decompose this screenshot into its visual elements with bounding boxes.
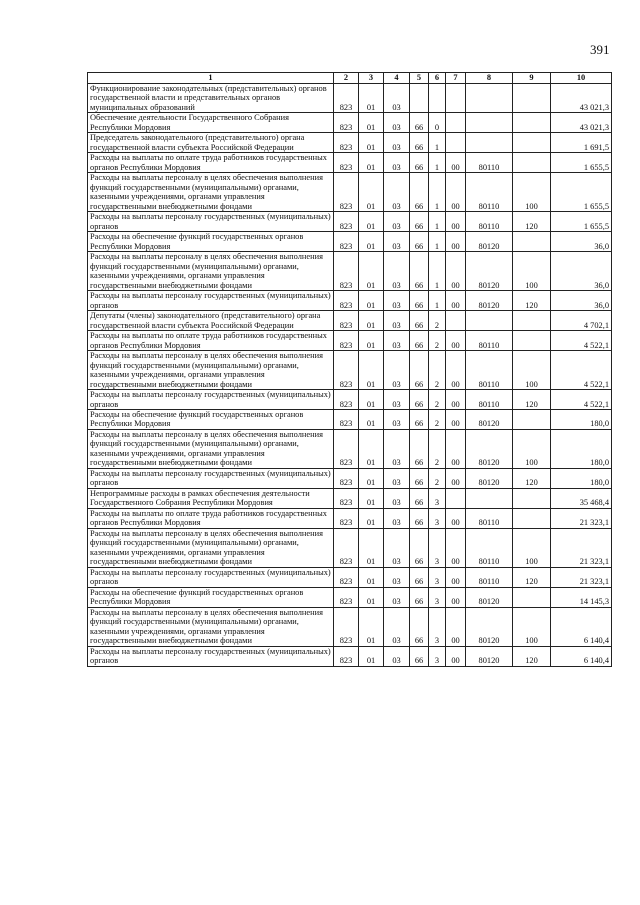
- section-cell: 01: [359, 567, 384, 587]
- program-cell: 66: [410, 587, 429, 607]
- section-cell: 01: [359, 508, 384, 528]
- subprogram-cell: 3: [429, 528, 446, 567]
- table-row: [88, 133, 612, 153]
- subprogram-cell: 1: [429, 212, 446, 232]
- expense-type-cell: 120: [513, 291, 551, 311]
- table-row: [88, 232, 612, 252]
- subprogram-cell: 1: [429, 232, 446, 252]
- direction-cell: 00: [446, 153, 466, 173]
- direction-cell: 00: [446, 587, 466, 607]
- subprogram-cell: 3: [429, 607, 446, 646]
- direction-cell: 00: [446, 528, 466, 567]
- expense-item-cell: 80110: [466, 508, 513, 528]
- direction-cell: 00: [446, 646, 466, 666]
- amount-cell: 21 323,1: [551, 528, 612, 567]
- ministry-code-cell: 823: [334, 567, 359, 587]
- expense-name-cell: Расходы на выплаты персоналу государственных (муниципальных) органов: [88, 212, 334, 232]
- program-cell: [410, 84, 429, 113]
- expense-type-cell: 100: [513, 429, 551, 468]
- amount-cell: 21 323,1: [551, 508, 612, 528]
- header-cell: 5: [410, 73, 429, 84]
- section-cell: 01: [359, 84, 384, 113]
- expense-item-cell: 80110: [466, 351, 513, 390]
- subsection-cell: 03: [384, 173, 410, 212]
- subprogram-cell: 2: [429, 351, 446, 390]
- amount-cell: 1 655,5: [551, 212, 612, 232]
- header-cell: 1: [88, 73, 334, 84]
- section-cell: 01: [359, 409, 384, 429]
- direction-cell: 00: [446, 351, 466, 390]
- expense-type-cell: 120: [513, 567, 551, 587]
- subsection-cell: 03: [384, 488, 410, 508]
- expense-type-cell: 100: [513, 607, 551, 646]
- program-cell: 66: [410, 390, 429, 410]
- section-cell: 01: [359, 488, 384, 508]
- expense-item-cell: 80110: [466, 331, 513, 351]
- expense-item-cell: 80120: [466, 232, 513, 252]
- program-cell: 66: [410, 429, 429, 468]
- program-cell: 66: [410, 153, 429, 173]
- section-cell: 01: [359, 607, 384, 646]
- expense-name-cell: Расходы на выплаты персоналу государственных (муниципальных) органов: [88, 468, 334, 488]
- subsection-cell: 03: [384, 331, 410, 351]
- program-cell: 66: [410, 173, 429, 212]
- expense-type-cell: 100: [513, 528, 551, 567]
- program-cell: 66: [410, 607, 429, 646]
- subprogram-cell: 2: [429, 409, 446, 429]
- program-cell: 66: [410, 331, 429, 351]
- table-row: [88, 84, 612, 113]
- program-cell: 66: [410, 311, 429, 331]
- expense-type-cell: 120: [513, 212, 551, 232]
- expense-name-cell: Председатель законодательного (представительного) органа государственной власти субъекта Российской Федерации: [88, 133, 334, 153]
- section-cell: 01: [359, 113, 384, 133]
- amount-cell: 36,0: [551, 252, 612, 291]
- ministry-code-cell: 823: [334, 646, 359, 666]
- expense-item-cell: 80120: [466, 291, 513, 311]
- expense-item-cell: 80110: [466, 567, 513, 587]
- amount-cell: 6 140,4: [551, 646, 612, 666]
- expense-item-cell: 80120: [466, 429, 513, 468]
- subsection-cell: 03: [384, 390, 410, 410]
- direction-cell: 00: [446, 331, 466, 351]
- table-row: [88, 429, 612, 468]
- subprogram-cell: 3: [429, 567, 446, 587]
- expense-type-cell: [513, 113, 551, 133]
- section-cell: 01: [359, 291, 384, 311]
- subsection-cell: 03: [384, 291, 410, 311]
- subprogram-cell: 1: [429, 291, 446, 311]
- subprogram-cell: [429, 84, 446, 113]
- amount-cell: 1 655,5: [551, 173, 612, 212]
- direction-cell: 00: [446, 508, 466, 528]
- program-cell: 66: [410, 488, 429, 508]
- expense-item-cell: 80110: [466, 528, 513, 567]
- expense-name-cell: Расходы на выплаты персоналу государственных (муниципальных) органов: [88, 291, 334, 311]
- subsection-cell: 03: [384, 409, 410, 429]
- expense-name-cell: Расходы на обеспечение функций государственных органов Республики Мордовия: [88, 409, 334, 429]
- program-cell: 66: [410, 646, 429, 666]
- table-row: [88, 351, 612, 390]
- subprogram-cell: 2: [429, 311, 446, 331]
- table-row: [88, 311, 612, 331]
- ministry-code-cell: 823: [334, 84, 359, 113]
- table-header-row: [88, 73, 612, 84]
- table-row: [88, 153, 612, 173]
- program-cell: 66: [410, 252, 429, 291]
- expense-type-cell: [513, 153, 551, 173]
- expense-item-cell: 80120: [466, 252, 513, 291]
- subprogram-cell: 2: [429, 429, 446, 468]
- subsection-cell: 03: [384, 311, 410, 331]
- subprogram-cell: 1: [429, 133, 446, 153]
- expense-type-cell: 100: [513, 351, 551, 390]
- program-cell: 66: [410, 351, 429, 390]
- ministry-code-cell: 823: [334, 429, 359, 468]
- subsection-cell: 03: [384, 567, 410, 587]
- table-row: [88, 567, 612, 587]
- header-cell: 2: [334, 73, 359, 84]
- amount-cell: 180,0: [551, 429, 612, 468]
- subsection-cell: 03: [384, 133, 410, 153]
- direction-cell: [446, 133, 466, 153]
- amount-cell: 36,0: [551, 291, 612, 311]
- program-cell: 66: [410, 508, 429, 528]
- ministry-code-cell: 823: [334, 607, 359, 646]
- table-row: [88, 488, 612, 508]
- expense-name-cell: Расходы на обеспечение функций государственных органов Республики Мордовия: [88, 587, 334, 607]
- table-row: [88, 173, 612, 212]
- table-row: [88, 252, 612, 291]
- ministry-code-cell: 823: [334, 351, 359, 390]
- section-cell: 01: [359, 351, 384, 390]
- subprogram-cell: 1: [429, 252, 446, 291]
- direction-cell: [446, 488, 466, 508]
- table-row: [88, 390, 612, 410]
- header-cell: 3: [359, 73, 384, 84]
- expense-name-cell: Расходы на выплаты персоналу в целях обеспечения выполнения функций государственными (муниципальными) органами, казенными учреждениями, органами управления государственными внебюджетными фондами: [88, 429, 334, 468]
- section-cell: 01: [359, 646, 384, 666]
- direction-cell: 00: [446, 232, 466, 252]
- ministry-code-cell: 823: [334, 468, 359, 488]
- subprogram-cell: 2: [429, 331, 446, 351]
- subsection-cell: 03: [384, 212, 410, 232]
- section-cell: 01: [359, 252, 384, 291]
- direction-cell: 00: [446, 252, 466, 291]
- program-cell: 66: [410, 212, 429, 232]
- subprogram-cell: 3: [429, 488, 446, 508]
- section-cell: 01: [359, 232, 384, 252]
- amount-cell: 1 691,5: [551, 133, 612, 153]
- subsection-cell: 03: [384, 587, 410, 607]
- expense-item-cell: [466, 84, 513, 113]
- ministry-code-cell: 823: [334, 133, 359, 153]
- header-cell: 4: [384, 73, 410, 84]
- amount-cell: 4 702,1: [551, 311, 612, 331]
- expense-item-cell: 80110: [466, 212, 513, 232]
- direction-cell: 00: [446, 212, 466, 232]
- section-cell: 01: [359, 587, 384, 607]
- expense-item-cell: 80120: [466, 646, 513, 666]
- header-cell: 10: [551, 73, 612, 84]
- expense-type-cell: [513, 508, 551, 528]
- expense-name-cell: Расходы на выплаты по оплате труда работников государственных органов Республики Мордовия: [88, 153, 334, 173]
- section-cell: 01: [359, 468, 384, 488]
- program-cell: 66: [410, 468, 429, 488]
- ministry-code-cell: 823: [334, 331, 359, 351]
- direction-cell: 00: [446, 468, 466, 488]
- program-cell: 66: [410, 113, 429, 133]
- expense-item-cell: [466, 113, 513, 133]
- ministry-code-cell: 823: [334, 232, 359, 252]
- ministry-code-cell: 823: [334, 212, 359, 232]
- expense-type-cell: [513, 311, 551, 331]
- expense-item-cell: [466, 133, 513, 153]
- ministry-code-cell: 823: [334, 311, 359, 331]
- expense-name-cell: Расходы на выплаты персоналу государственных (муниципальных) органов: [88, 646, 334, 666]
- program-cell: 66: [410, 567, 429, 587]
- subprogram-cell: 2: [429, 390, 446, 410]
- program-cell: 66: [410, 528, 429, 567]
- expense-type-cell: [513, 587, 551, 607]
- amount-cell: 43 021,3: [551, 84, 612, 113]
- expense-type-cell: [513, 488, 551, 508]
- expense-type-cell: [513, 84, 551, 113]
- expense-item-cell: 80120: [466, 468, 513, 488]
- subsection-cell: 03: [384, 468, 410, 488]
- expense-item-cell: 80110: [466, 173, 513, 212]
- amount-cell: 1 655,5: [551, 153, 612, 173]
- expense-name-cell: Расходы на выплаты по оплате труда работников государственных органов Республики Мордовия: [88, 508, 334, 528]
- expense-type-cell: 120: [513, 468, 551, 488]
- expense-name-cell: Расходы на выплаты персоналу в целях обеспечения выполнения функций государственными (муниципальными) органами, казенными учреждениями, органами управления государственными внебюджетными фондами: [88, 351, 334, 390]
- expense-name-cell: Расходы на выплаты персоналу в целях обеспечения выполнения функций государственными (муниципальными) органами, казенными учреждениями, органами управления государственными внебюджетными фондами: [88, 252, 334, 291]
- table-row: [88, 291, 612, 311]
- ministry-code-cell: 823: [334, 153, 359, 173]
- page-number: 391: [590, 42, 610, 57]
- expense-type-cell: 120: [513, 390, 551, 410]
- expense-name-cell: Обеспечение деятельности Государственного Собрания Республики Мордовия: [88, 113, 334, 133]
- ministry-code-cell: 823: [334, 291, 359, 311]
- amount-cell: 6 140,4: [551, 607, 612, 646]
- section-cell: 01: [359, 212, 384, 232]
- program-cell: 66: [410, 291, 429, 311]
- subsection-cell: 03: [384, 113, 410, 133]
- direction-cell: 00: [446, 291, 466, 311]
- expense-type-cell: [513, 232, 551, 252]
- expense-name-cell: Непрограммные расходы в рамках обеспечения деятельности Государственного Собрания Республики Мордовия: [88, 488, 334, 508]
- table-row: [88, 409, 612, 429]
- direction-cell: 00: [446, 409, 466, 429]
- expense-item-cell: 80110: [466, 153, 513, 173]
- table-row: [88, 587, 612, 607]
- header-cell: 9: [513, 73, 551, 84]
- subsection-cell: 03: [384, 607, 410, 646]
- expense-type-cell: [513, 133, 551, 153]
- expense-item-cell: 80120: [466, 587, 513, 607]
- expense-name-cell: Депутаты (члены) законодательного (представительного) органа государственной власти субъекта Российской Федерации: [88, 311, 334, 331]
- amount-cell: 35 468,4: [551, 488, 612, 508]
- header-cell: 7: [446, 73, 466, 84]
- header-cell: 6: [429, 73, 446, 84]
- expense-name-cell: Расходы на обеспечение функций государственных органов Республики Мордовия: [88, 232, 334, 252]
- expense-item-cell: 80120: [466, 607, 513, 646]
- section-cell: 01: [359, 429, 384, 468]
- expense-type-cell: 100: [513, 173, 551, 212]
- section-cell: 01: [359, 528, 384, 567]
- subprogram-cell: 3: [429, 646, 446, 666]
- expense-name-cell: Расходы на выплаты персоналу государственных (муниципальных) органов: [88, 567, 334, 587]
- ministry-code-cell: 823: [334, 587, 359, 607]
- expense-type-cell: 120: [513, 646, 551, 666]
- expense-name-cell: Расходы на выплаты по оплате труда работников государственных органов Республики Мордовия: [88, 331, 334, 351]
- direction-cell: [446, 311, 466, 331]
- direction-cell: 00: [446, 390, 466, 410]
- table-body: [88, 73, 612, 667]
- section-cell: 01: [359, 153, 384, 173]
- table-row: [88, 331, 612, 351]
- subsection-cell: 03: [384, 153, 410, 173]
- expense-item-cell: [466, 488, 513, 508]
- expense-name-cell: Расходы на выплаты персоналу в целях обеспечения выполнения функций государственными (муниципальными) органами, казенными учреждениями, органами управления государственными внебюджетными фондами: [88, 528, 334, 567]
- subsection-cell: 03: [384, 429, 410, 468]
- amount-cell: 4 522,1: [551, 390, 612, 410]
- direction-cell: 00: [446, 607, 466, 646]
- expense-name-cell: Расходы на выплаты персоналу в целях обеспечения выполнения функций государственными (муниципальными) органами, казенными учреждениями, органами управления государственными внебюджетными фондами: [88, 173, 334, 212]
- subprogram-cell: 0: [429, 113, 446, 133]
- amount-cell: 21 323,1: [551, 567, 612, 587]
- table-row: [88, 468, 612, 488]
- ministry-code-cell: 823: [334, 113, 359, 133]
- table-row: [88, 508, 612, 528]
- expense-name-cell: Расходы на выплаты персоналу в целях обеспечения выполнения функций государственными (муниципальными) органами, казенными учреждениями, органами управления государственными внебюджетными фондами: [88, 607, 334, 646]
- direction-cell: [446, 113, 466, 133]
- section-cell: 01: [359, 133, 384, 153]
- ministry-code-cell: 823: [334, 390, 359, 410]
- amount-cell: 4 522,1: [551, 331, 612, 351]
- section-cell: 01: [359, 331, 384, 351]
- table-row: [88, 607, 612, 646]
- expense-item-cell: [466, 311, 513, 331]
- direction-cell: 00: [446, 429, 466, 468]
- section-cell: 01: [359, 173, 384, 212]
- table-row: [88, 113, 612, 133]
- subprogram-cell: 3: [429, 508, 446, 528]
- subprogram-cell: 1: [429, 173, 446, 212]
- program-cell: 66: [410, 232, 429, 252]
- subsection-cell: 03: [384, 508, 410, 528]
- table-row: [88, 646, 612, 666]
- direction-cell: [446, 84, 466, 113]
- subprogram-cell: 3: [429, 587, 446, 607]
- expense-item-cell: 80120: [466, 409, 513, 429]
- program-cell: 66: [410, 409, 429, 429]
- header-cell: 8: [466, 73, 513, 84]
- subsection-cell: 03: [384, 252, 410, 291]
- budget-table: [87, 72, 612, 667]
- expense-type-cell: 100: [513, 252, 551, 291]
- ministry-code-cell: 823: [334, 252, 359, 291]
- amount-cell: 180,0: [551, 409, 612, 429]
- subprogram-cell: 1: [429, 153, 446, 173]
- subsection-cell: 03: [384, 528, 410, 567]
- amount-cell: 43 021,3: [551, 113, 612, 133]
- ministry-code-cell: 823: [334, 488, 359, 508]
- amount-cell: 36,0: [551, 232, 612, 252]
- expense-type-cell: [513, 331, 551, 351]
- expense-item-cell: 80110: [466, 390, 513, 410]
- subsection-cell: 03: [384, 84, 410, 113]
- ministry-code-cell: 823: [334, 508, 359, 528]
- table-row: [88, 528, 612, 567]
- amount-cell: 14 145,3: [551, 587, 612, 607]
- direction-cell: 00: [446, 567, 466, 587]
- amount-cell: 4 522,1: [551, 351, 612, 390]
- section-cell: 01: [359, 390, 384, 410]
- subprogram-cell: 2: [429, 468, 446, 488]
- table-row: [88, 212, 612, 232]
- subsection-cell: 03: [384, 232, 410, 252]
- expense-type-cell: [513, 409, 551, 429]
- ministry-code-cell: 823: [334, 528, 359, 567]
- ministry-code-cell: 823: [334, 409, 359, 429]
- expense-name-cell: Расходы на выплаты персоналу государственных (муниципальных) органов: [88, 390, 334, 410]
- program-cell: 66: [410, 133, 429, 153]
- ministry-code-cell: 823: [334, 173, 359, 212]
- section-cell: 01: [359, 311, 384, 331]
- subsection-cell: 03: [384, 646, 410, 666]
- amount-cell: 180,0: [551, 468, 612, 488]
- expense-name-cell: Функционирование законодательных (представительных) органов государственной власти и представительных органов муниципальных образований: [88, 84, 334, 113]
- subsection-cell: 03: [384, 351, 410, 390]
- direction-cell: 00: [446, 173, 466, 212]
